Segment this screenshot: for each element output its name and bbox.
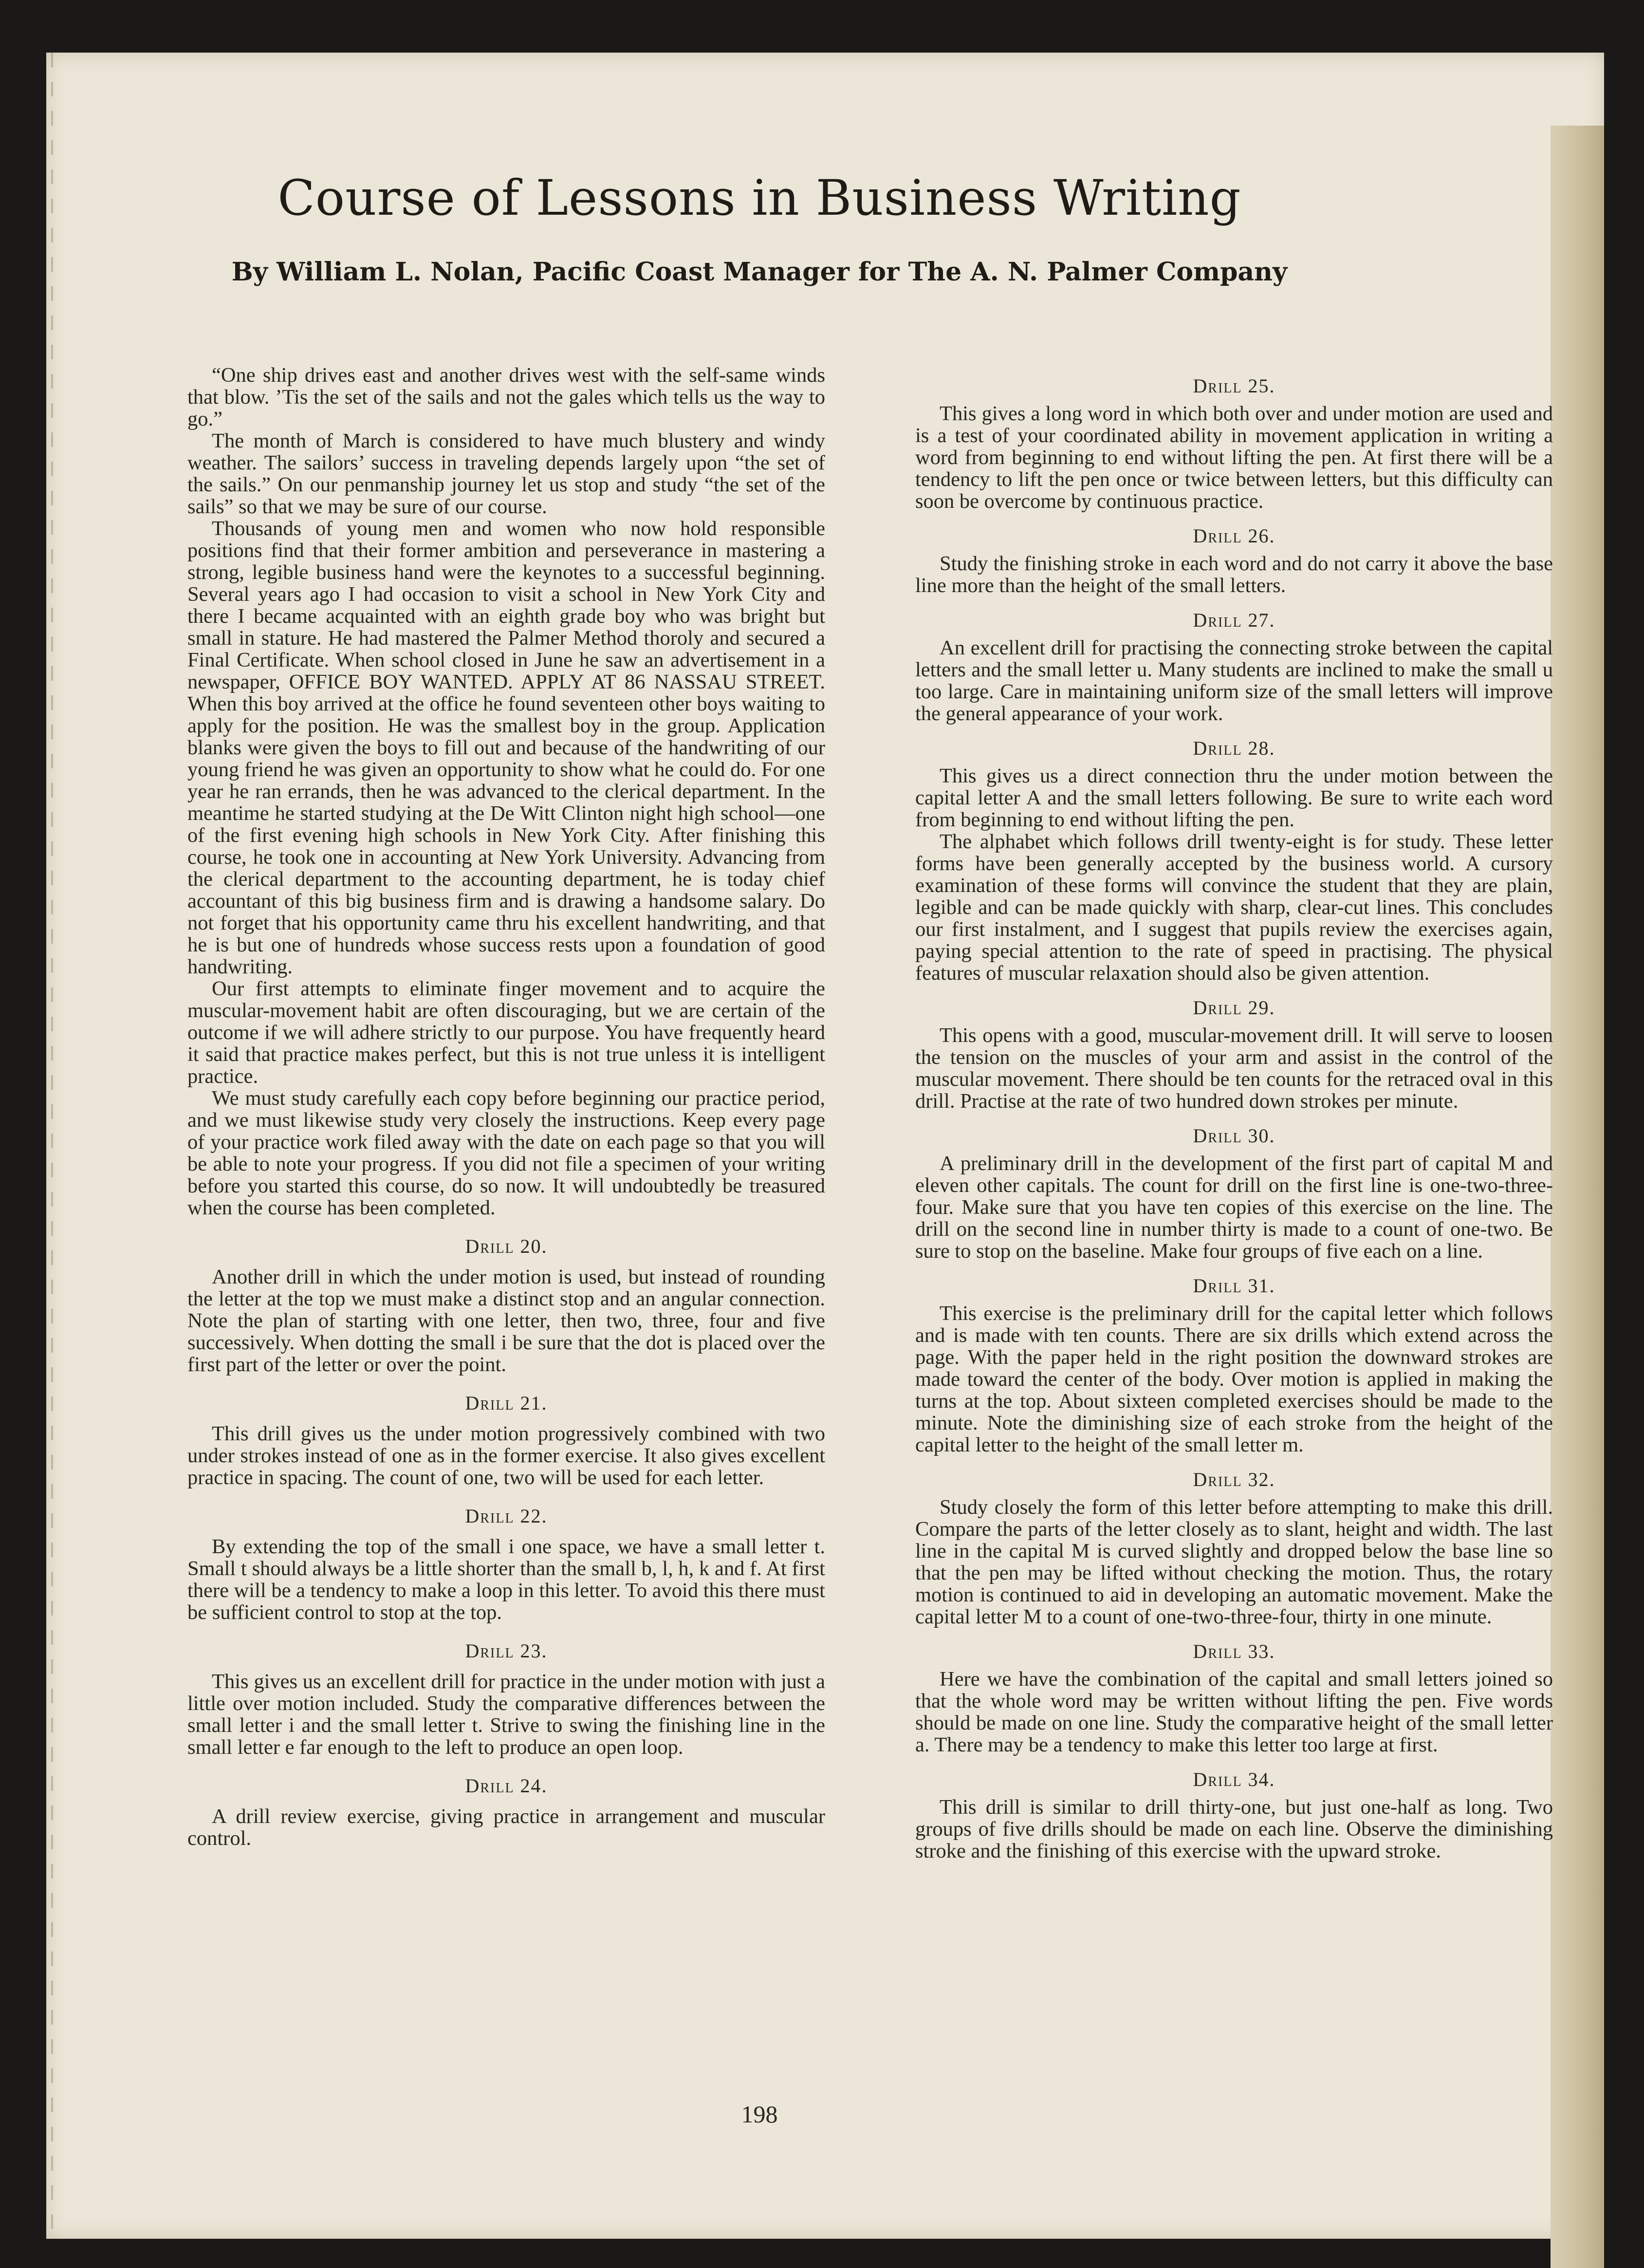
paragraph: Our first attempts to eliminate finger movement and to acquire the muscular-movement habit are often discouraging, but we are certain of the outcome if we will adhere strictly to our purpose. You have frequently heard it said that practice makes perfect, but this is not true unless it is intelligent practice. bbox=[187, 977, 825, 1088]
magazine-page bbox=[46, 53, 1604, 2239]
drill-heading: Drill 33. bbox=[1193, 1640, 1275, 1662]
left-column bbox=[187, 364, 825, 1849]
paragraph: The alphabet which follows drill twenty-eight is for study. These letter forms have been generally accepted by the business world. A cursory examination of these forms will convince the student that they are plain, legible and can be made quickly with sharp, clear-cut lines. This concludes our first instalment, and I suggest that pupils review the exercises again, paying special attention to the rate of speed in practising. The physical features of muscular relaxation should also be given attention. bbox=[915, 830, 1553, 985]
paragraph: Here we have the combination of the capital and small letters joined so that the whole word may be written without lifting the pen. Five words should be made on one line. Study the comparative height of the small letter a. There may be a tendency to make this letter too large at first. bbox=[915, 1668, 1553, 1756]
paragraph: This gives us a direct connection thru the under motion between the capital letter A and the small letters following. Be sure to write each word from beginning to end without lifting the pen. bbox=[915, 764, 1553, 831]
paragraph: This opens with a good, muscular-movement drill. It will serve to loosen the tension on the muscles of your arm and assist in the control of the muscular movement. There should be ten counts for the retraced oval in this drill. Practise at the rate of two hundred down strokes per minute. bbox=[915, 1024, 1553, 1113]
paragraph: Another drill in which the under motion is used, but instead of rounding the letter at the top we must make a distinct stop and an angular connection. Note the plan of starting with one letter, then two, three, four and five successively. When dotting the small i be sure that the dot is placed over the first part of the letter or over the point. bbox=[187, 1265, 825, 1376]
right-column bbox=[915, 375, 1553, 1862]
drill-heading: Drill 20. bbox=[465, 1235, 548, 1257]
adjacent-page-edge bbox=[1551, 126, 1604, 2268]
drill-heading: Drill 29. bbox=[1193, 997, 1275, 1019]
paragraph: This drill gives us the under motion progressively combined with two under strokes instead of one as in the former exercise. It also gives excellent practice in spacing. The count of one, two will be used for each letter. bbox=[187, 1422, 825, 1489]
paragraph: “One ship drives east and another drives west with the self-same winds that blow. ’Tis the set of the sails and not the gales which tells us the way to go.” bbox=[187, 364, 825, 430]
drill-heading: Drill 26. bbox=[1193, 525, 1275, 547]
page-number: 198 bbox=[741, 2101, 778, 2128]
drill-heading: Drill 24. bbox=[465, 1775, 548, 1797]
paragraph: By extending the top of the small i one space, we have a small letter t. Small t should always be a little shorter than the small b, l, h, k and f. At first there will be a tendency to make a loop in this letter. To avoid this there must be sufficient control to stop at the top. bbox=[187, 1535, 825, 1624]
paragraph: This drill is similar to drill thirty-one, but just one-half as long. Two groups of five drills should be made on each line. Observe the diminishing stroke and the finishing of this exercise with the upward stroke. bbox=[915, 1796, 1553, 1862]
paragraph: This gives a long word in which both over and under motion are used and is a test of your coordinated ability in movement application in writing a word from beginning to end without lifting the pen. At first there will be a tendency to lift the pen once or twice between letters, but this difficulty can soon be overcome by continuous practice. bbox=[915, 402, 1553, 513]
drill-heading: Drill 30. bbox=[1193, 1125, 1275, 1147]
drill-heading: Drill 23. bbox=[465, 1640, 548, 1662]
paragraph: A drill review exercise, giving practice in arrangement and muscular control. bbox=[187, 1805, 825, 1850]
paragraph: An excellent drill for practising the connecting stroke between the capital letters and the small letter u. Many students are inclined to make the small u too large. Care in maintaining uniform size of the small letters will improve the general appearance of your work. bbox=[915, 636, 1553, 725]
drill-heading: Drill 28. bbox=[1193, 737, 1275, 759]
drill-heading: Drill 25. bbox=[1193, 375, 1275, 397]
paragraph: Study closely the form of this letter before attempting to make this drill. Compare the parts of the letter closely as to slant, height and width. The last line in the capital M is curved slightly and dropped below the base line so that the pen may be lifted without checking the motion. Thus, the rotary motion is continued to aid in developing an automatic movement. Make the capital letter M to a count of one-two-three-four, thirty in one minute. bbox=[915, 1496, 1553, 1628]
article-title: Course of Lessons in Business Writing bbox=[277, 169, 1241, 226]
paragraph: Study the finishing stroke in each word and do not carry it above the base line more than the height of the small letters. bbox=[915, 552, 1553, 597]
binding-edge bbox=[51, 53, 53, 2239]
paragraph: A preliminary drill in the development of the first part of capital M and eleven other capitals. The count for drill on the first line is one-two-three-four. Make sure that you have ten copies of this exercise on the line. The drill on the second line in number thirty is made to a count of one-two. Be sure to stop on the baseline. Make four groups of five each on a line. bbox=[915, 1152, 1553, 1263]
drill-heading: Drill 32. bbox=[1193, 1469, 1275, 1490]
drill-heading: Drill 22. bbox=[465, 1505, 548, 1527]
paragraph: We must study carefully each copy before beginning our practice period, and we must likewise study very closely the instructions. Keep every page of your practice work filed away with the date on each page so that you will be able to note your progress. If you did not file a specimen of your writing before you started this course, do so now. It will undoubtedly be treasured when the course has been completed. bbox=[187, 1087, 825, 1219]
drill-heading: Drill 31. bbox=[1193, 1275, 1275, 1297]
paragraph: This gives us an excellent drill for practice in the under motion with just a little over motion included. Study the comparative differences between the small letter i and the small letter t. Strive to swing the finishing line in the small letter e far enough to the left to produce an open loop. bbox=[187, 1670, 825, 1759]
drill-heading: Drill 34. bbox=[1193, 1768, 1275, 1790]
paragraph: The month of March is considered to have much blustery and windy weather. The sailors’ success in traveling depends largely upon “the set of the sails.” On our penmanship journey let us stop and study “the set of the sails” so that we may be sure of our course. bbox=[187, 429, 825, 518]
article-byline: By William L. Nolan, Pacific Coast Manager for The A. N. Palmer Company bbox=[231, 257, 1288, 287]
paragraph: This exercise is the preliminary drill for the capital letter which follows and is made with ten counts. There are six drills which extend across the page. With the paper held in the right position the downward strokes are made toward the center of the body. Over motion is applied in making the turns at the top. About sixteen completed exercises should be made to the minute. Note the diminishing size of each stroke from the height of the capital letter to the height of the small letter m. bbox=[915, 1302, 1553, 1456]
paragraph: Thousands of young men and women who now hold responsible positions find that their former ambition and perseverance in mastering a strong, legible business hand were the keynotes to a successful beginning. Several years ago I had occasion to visit a school in New York City and there I became acquainted with an eighth grade boy who was bright but small in stature. He had mastered the Palmer Method thoroly and secured a Final Certificate. When school closed in June he saw an advertisement in a newspaper, OFFICE BOY WANTED. APPLY AT 86 NASSAU STREET. When this boy arrived at the office he found seventeen other boys waiting to apply for the position. He was the smallest boy in the group. Application blanks were given the boys to fill out and because of the handwriting of our young friend he was given an opportunity to show what he could do. For one year he ran errands, then he was advanced to the clerical department. In the meantime he started studying at the De Witt Clinton night high school—one of the first evening high schools in New York City. After finishing this course, he took one in accounting at New York University. Advancing from the clerical department to the accounting department, he is today chief accountant of this big business firm and is drawing a handsome salary. Do not forget that his opportunity came thru his excellent handwriting, and that he is but one of hundreds whose success rests upon a foundation of good handwriting. bbox=[187, 517, 825, 978]
drill-heading: Drill 21. bbox=[465, 1392, 548, 1414]
drill-heading: Drill 27. bbox=[1193, 609, 1275, 631]
